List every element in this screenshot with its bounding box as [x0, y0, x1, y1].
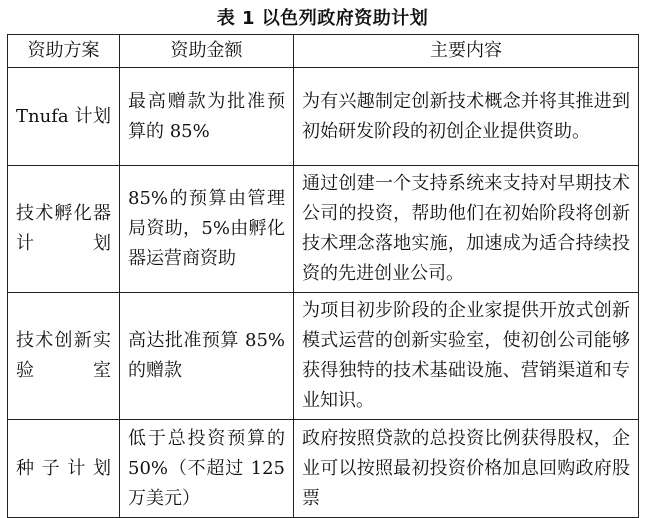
table-row [8, 420, 639, 518]
table-row [8, 68, 639, 166]
cell-amount: 最高赠款为批准预算的 85% [120, 68, 294, 166]
cell-content: 通过创建一个支持系统来支持对早期技术公司的投资，帮助他们在初始阶段将创新技术理念落地实施，加速成为适合持续投资的先进创业公司。 [294, 166, 639, 293]
cell-amount: 高达批准预算 85%的赠款 [120, 293, 294, 420]
cell-scheme: 种子计划 [8, 420, 120, 518]
cell-scheme: Tnufa 计划 [8, 68, 120, 166]
cell-scheme: 技术孵化器计划 [8, 166, 120, 293]
table-header-row [8, 35, 639, 68]
column-header-scheme: 资助方案 [8, 35, 120, 68]
cell-amount: 85%的预算由管理局资助，5%由孵化器运营商资助 [120, 166, 294, 293]
cell-content: 政府按照贷款的总投资比例获得股权，企业可以按照最初投资价格加息回购政府股票 [294, 420, 639, 518]
table-row [8, 166, 639, 293]
table-caption: 表 1 以色列政府资助计划 [216, 8, 429, 29]
cell-amount: 低于总投资预算的 50%（不超过 125 万美元） [120, 420, 294, 518]
column-header-amount: 资助金额 [120, 35, 294, 68]
cell-scheme: 技术创新实验室 [8, 293, 120, 420]
grant-table [7, 34, 639, 518]
cell-content: 为有兴趣制定创新技术概念并将其推进到初始研发阶段的初创企业提供资助。 [294, 68, 639, 166]
table-row [8, 293, 639, 420]
cell-content: 为项目初步阶段的企业家提供开放式创新模式运营的创新实验室，使初创公司能够获得独特的技术基础设施、营销渠道和专业知识。 [294, 293, 639, 420]
column-header-content: 主要内容 [294, 35, 639, 68]
